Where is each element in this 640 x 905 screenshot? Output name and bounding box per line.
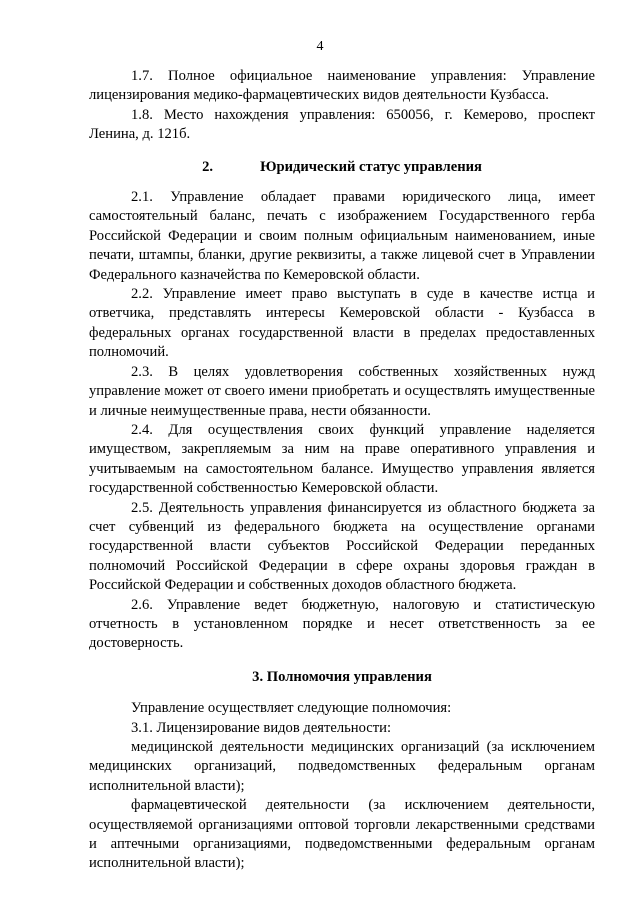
paragraph-2-2: 2.2. Управление имеет право выступать в суде в качестве истца и ответчика, представлять интересы Кемеровской области - Кузбасса в федеральных органах государственной власти в пределах предоставленных полномочий. bbox=[89, 286, 595, 361]
paragraph-2-5: 2.5. Деятельность управления финансируется из областного бюджета за счет субвенций из федерального бюджета на осуществление органами государственной власти субъектов Российской Федерации переданных полномочий Российской Федерации в сфере охраны здоровья граждан в Российской Федерации и собственных доходов областного бюджета. bbox=[89, 499, 595, 594]
section-3-heading: 3. Полномочия управления bbox=[252, 668, 432, 685]
paragraph-3-1-pharma: фармацевтической деятельности (за исключением деятельности, осуществляемой организациями оптовой торговли лекарственными средствами и аптечными организациями, подведомственными федеральным органам исполнительной власти); bbox=[89, 797, 595, 872]
paragraph-3-intro: Управление осуществляет следующие полномочия: bbox=[131, 700, 452, 717]
section-2-heading bbox=[89, 158, 595, 177]
paragraph-2-1: 2.1. Управление обладает правами юридического лица, имеет самостоятельный баланс, печать с изображением Государственного герба Российской Федерации и своим полным официальным наименованием, иные печати, штампы, бланки, другие реквизиты, а также лицевой счет в Управлении Федерального казначейства по Кемеровской области. bbox=[89, 189, 595, 283]
paragraph-1-8: 1.8. Место нахождения управления: 650056, г. Кемерово, проспект Ленина, д. 121б. bbox=[89, 106, 595, 143]
section-2-number: 2. bbox=[202, 158, 214, 175]
page-number: 4 bbox=[316, 39, 324, 54]
paragraph-3-1: 3.1. Лицензирование видов деятельности: bbox=[131, 719, 391, 736]
paragraph-2-6: 2.6. Управление ведет бюджетную, налоговую и статистическую отчетность в установленном порядке и несет ответственность за ее достоверность. bbox=[89, 596, 595, 652]
paragraph-1-7: 1.7. Полное официальное наименование управления: Управление лицензирования медико-фармацевтических видов деятельности Кузбасса. bbox=[89, 68, 595, 104]
paragraph-2-3: 2.3. В целях удовлетворения собственных хозяйственных нужд управление может от своего имени приобретать и осуществлять имущественные и личные неимущественные права, нести обязанности. bbox=[89, 363, 595, 419]
document-body bbox=[89, 67, 595, 874]
paragraph-2-4: 2.4. Для осуществления своих функций управление наделяется имуществом, закрепляемым за ним на праве оперативного управления и учитываемым на самостоятельном балансе. Имущество управления является государственной собственностью Кемеровской области. bbox=[89, 421, 595, 497]
paragraph-3-1-medical: медицинской деятельности медицинских организаций (за исключением медицинских организаций, подведомственных федеральным органам исполнительной власти); bbox=[89, 739, 595, 794]
section-2-title: Юридический статус управления bbox=[260, 158, 482, 175]
